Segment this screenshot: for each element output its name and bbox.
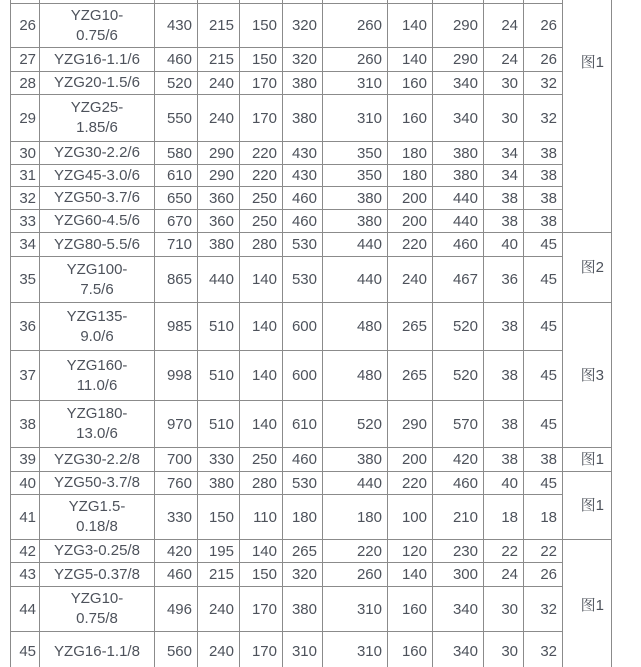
- value-cell: 38: [484, 448, 524, 472]
- value-cell: 240: [198, 95, 240, 142]
- value-cell: 430: [155, 4, 198, 48]
- value-cell: 300: [433, 563, 484, 587]
- value-cell: 140: [240, 257, 283, 303]
- value-cell: 30: [484, 587, 524, 632]
- value-cell: 40: [484, 233, 524, 257]
- model-cell: [40, 563, 155, 587]
- value-cell: 460: [283, 448, 323, 472]
- row-number-cell: 33: [10, 210, 40, 233]
- row-number-cell: 38: [10, 401, 40, 448]
- value-cell: 215: [198, 48, 240, 72]
- value-cell: 150: [240, 563, 283, 587]
- value-cell: 760: [155, 472, 198, 495]
- model-line: YZG25-: [70, 99, 124, 116]
- value-cell: 38: [524, 210, 563, 233]
- value-cell: 320: [283, 4, 323, 48]
- model-line: YZG3-0.25/8: [54, 542, 140, 559]
- value-cell: 32: [524, 632, 563, 667]
- value-cell: 496: [155, 587, 198, 632]
- value-cell: 520: [155, 72, 198, 95]
- spec-table: [10, 0, 612, 667]
- value-cell: 180: [283, 495, 323, 540]
- model-cell: [40, 48, 155, 72]
- model-line: 0.18/8: [76, 518, 118, 535]
- value-cell: 650: [155, 187, 198, 210]
- value-cell: 100: [388, 495, 433, 540]
- value-cell: 30: [484, 72, 524, 95]
- value-cell: 140: [240, 303, 283, 351]
- value-cell: 460: [433, 233, 484, 257]
- value-cell: 260: [323, 48, 388, 72]
- value-cell: 320: [283, 563, 323, 587]
- model-cell: [40, 303, 155, 351]
- value-cell: 110: [240, 495, 283, 540]
- model-line: YZG60-4.5/6: [54, 212, 140, 229]
- model-line: 9.0/6: [80, 327, 114, 345]
- value-cell: 240: [198, 587, 240, 632]
- row-number-cell: 42: [10, 540, 40, 563]
- figure-ref-cell: 图1: [563, 448, 612, 472]
- value-cell: 360: [198, 187, 240, 210]
- value-cell: 30: [484, 95, 524, 142]
- value-cell: 220: [323, 540, 388, 563]
- value-cell: 530: [283, 233, 323, 257]
- row-number-cell: 27: [10, 48, 40, 72]
- value-cell: 240: [198, 632, 240, 667]
- model-line: YZG180-: [66, 405, 128, 422]
- value-cell: 380: [198, 472, 240, 495]
- value-cell: 290: [388, 401, 433, 448]
- value-cell: 24: [484, 48, 524, 72]
- value-cell: 360: [198, 210, 240, 233]
- model-line: 0.75/8: [76, 610, 118, 627]
- value-cell: 380: [433, 165, 484, 187]
- value-cell: 180: [388, 142, 433, 165]
- value-cell: 280: [240, 472, 283, 495]
- model-line: YZG10-: [70, 590, 124, 607]
- model-cell: [40, 540, 155, 563]
- model-line: YZG1.5-: [68, 498, 126, 515]
- value-cell: 24: [484, 563, 524, 587]
- value-cell: 380: [323, 210, 388, 233]
- model-line: YZG5-0.37/8: [54, 565, 140, 583]
- value-cell: 520: [433, 351, 484, 401]
- value-cell: 250: [240, 448, 283, 472]
- model-cell: [40, 257, 155, 303]
- value-cell: 150: [240, 48, 283, 72]
- row-number-cell: 34: [10, 233, 40, 257]
- value-cell: 440: [323, 257, 388, 303]
- value-cell: 460: [283, 210, 323, 233]
- value-cell: 32: [524, 587, 563, 632]
- model-line: YZG80-5.5/6: [54, 235, 140, 253]
- value-cell: 140: [388, 48, 433, 72]
- value-cell: 250: [240, 210, 283, 233]
- value-cell: 240: [388, 257, 433, 303]
- row-number-cell: 31: [10, 165, 40, 187]
- value-cell: 195: [198, 540, 240, 563]
- value-cell: 120: [388, 540, 433, 563]
- value-cell: 38: [524, 165, 563, 187]
- value-cell: 440: [198, 257, 240, 303]
- model-line: YZG16-1.1/6: [54, 50, 140, 68]
- value-cell: 350: [323, 142, 388, 165]
- row-number-cell: 36: [10, 303, 40, 351]
- value-cell: 440: [433, 187, 484, 210]
- value-cell: 610: [283, 401, 323, 448]
- value-cell: 26: [524, 48, 563, 72]
- value-cell: 140: [388, 563, 433, 587]
- figure-ref-cell: 图3: [563, 303, 612, 448]
- value-cell: 320: [283, 48, 323, 72]
- value-cell: 670: [155, 210, 198, 233]
- model-cell: [40, 95, 155, 142]
- value-cell: 200: [388, 210, 433, 233]
- value-cell: 460: [155, 563, 198, 587]
- value-cell: 215: [198, 4, 240, 48]
- model-line: YZG100-: [66, 260, 128, 278]
- row-number-cell: 28: [10, 72, 40, 95]
- model-cell: [40, 187, 155, 210]
- model-line: YZG10-: [70, 6, 124, 24]
- value-cell: 38: [484, 303, 524, 351]
- value-cell: 985: [155, 303, 198, 351]
- value-cell: 260: [323, 563, 388, 587]
- value-cell: 265: [388, 351, 433, 401]
- figure-ref-cell: 图1: [563, 0, 612, 233]
- value-cell: 467: [433, 257, 484, 303]
- figure-ref-cell: 图1: [563, 540, 612, 667]
- value-cell: 310: [283, 632, 323, 667]
- value-cell: 330: [155, 495, 198, 540]
- row-number-cell: 30: [10, 142, 40, 165]
- value-cell: 340: [433, 72, 484, 95]
- value-cell: 30: [484, 632, 524, 667]
- value-cell: 290: [433, 48, 484, 72]
- model-line: 13.0/6: [76, 425, 118, 442]
- value-cell: 280: [240, 233, 283, 257]
- value-cell: 45: [524, 233, 563, 257]
- value-cell: 290: [198, 142, 240, 165]
- model-cell: [40, 72, 155, 95]
- value-cell: 310: [323, 95, 388, 142]
- figure-ref-cell: 图2: [563, 233, 612, 303]
- model-line: YZG160-: [66, 356, 128, 374]
- value-cell: 170: [240, 72, 283, 95]
- value-cell: 970: [155, 401, 198, 448]
- value-cell: 180: [323, 495, 388, 540]
- model-line: YZG50-3.7/8: [54, 474, 140, 491]
- value-cell: 420: [155, 540, 198, 563]
- model-line: YZG30-2.2/8: [54, 450, 140, 468]
- model-line: YZG45-3.0/6: [54, 166, 140, 184]
- value-cell: 200: [388, 448, 433, 472]
- value-cell: 160: [388, 95, 433, 142]
- value-cell: 40: [484, 472, 524, 495]
- value-cell: 430: [283, 142, 323, 165]
- value-cell: 510: [198, 351, 240, 401]
- value-cell: 340: [433, 587, 484, 632]
- value-cell: 865: [155, 257, 198, 303]
- model-line: YZG20-1.5/6: [54, 74, 140, 91]
- value-cell: 22: [524, 540, 563, 563]
- value-cell: 140: [240, 540, 283, 563]
- value-cell: 290: [198, 165, 240, 187]
- value-cell: 220: [240, 142, 283, 165]
- value-cell: 170: [240, 587, 283, 632]
- value-cell: 520: [433, 303, 484, 351]
- model-cell: [40, 142, 155, 165]
- value-cell: 290: [433, 4, 484, 48]
- value-cell: 200: [388, 187, 433, 210]
- value-cell: 480: [323, 351, 388, 401]
- value-cell: 38: [484, 210, 524, 233]
- row-number-cell: 29: [10, 95, 40, 142]
- value-cell: 180: [388, 165, 433, 187]
- value-cell: 310: [323, 72, 388, 95]
- model-cell: [40, 4, 155, 48]
- value-cell: 230: [433, 540, 484, 563]
- row-number-cell: 37: [10, 351, 40, 401]
- value-cell: 380: [283, 95, 323, 142]
- value-cell: 265: [283, 540, 323, 563]
- value-cell: 380: [283, 72, 323, 95]
- value-cell: 340: [433, 95, 484, 142]
- value-cell: 600: [283, 351, 323, 401]
- value-cell: 36: [484, 257, 524, 303]
- value-cell: 140: [240, 401, 283, 448]
- row-number-cell: 35: [10, 257, 40, 303]
- model-cell: [40, 632, 155, 667]
- value-cell: 18: [484, 495, 524, 540]
- value-cell: 480: [323, 303, 388, 351]
- value-cell: 250: [240, 187, 283, 210]
- value-cell: 350: [323, 165, 388, 187]
- value-cell: 150: [198, 495, 240, 540]
- value-cell: 18: [524, 495, 563, 540]
- model-line: 1.85/6: [76, 119, 118, 136]
- value-cell: 45: [524, 472, 563, 495]
- value-cell: 520: [323, 401, 388, 448]
- value-cell: 380: [323, 187, 388, 210]
- value-cell: 210: [433, 495, 484, 540]
- value-cell: 45: [524, 401, 563, 448]
- value-cell: 24: [484, 4, 524, 48]
- value-cell: 26: [524, 4, 563, 48]
- value-cell: 460: [283, 187, 323, 210]
- value-cell: 260: [323, 4, 388, 48]
- value-cell: 700: [155, 448, 198, 472]
- value-cell: 38: [484, 401, 524, 448]
- value-cell: 45: [524, 351, 563, 401]
- value-cell: 26: [524, 563, 563, 587]
- value-cell: 160: [388, 72, 433, 95]
- value-cell: 380: [323, 448, 388, 472]
- row-number-cell: 26: [10, 4, 40, 48]
- model-line: YZG30-2.2/6: [54, 144, 140, 161]
- value-cell: 380: [283, 587, 323, 632]
- value-cell: 440: [323, 472, 388, 495]
- row-number-cell: 43: [10, 563, 40, 587]
- value-cell: 22: [484, 540, 524, 563]
- value-cell: 610: [155, 165, 198, 187]
- model-line: 0.75/6: [76, 26, 118, 44]
- value-cell: 310: [323, 587, 388, 632]
- model-line: 7.5/6: [80, 280, 114, 298]
- value-cell: 420: [433, 448, 484, 472]
- value-cell: 998: [155, 351, 198, 401]
- row-number-cell: 41: [10, 495, 40, 540]
- value-cell: 150: [240, 4, 283, 48]
- value-cell: 38: [484, 187, 524, 210]
- model-line: YZG16-1.1/8: [54, 642, 140, 660]
- value-cell: 45: [524, 257, 563, 303]
- value-cell: 170: [240, 95, 283, 142]
- value-cell: 440: [433, 210, 484, 233]
- value-cell: 310: [323, 632, 388, 667]
- value-cell: 220: [388, 233, 433, 257]
- spec-table-viewport: [10, 0, 612, 667]
- value-cell: 45: [524, 303, 563, 351]
- value-cell: 440: [323, 233, 388, 257]
- value-cell: 570: [433, 401, 484, 448]
- value-cell: 240: [198, 72, 240, 95]
- value-cell: 340: [433, 632, 484, 667]
- value-cell: 530: [283, 472, 323, 495]
- value-cell: 550: [155, 95, 198, 142]
- value-cell: 160: [388, 587, 433, 632]
- row-number-cell: 32: [10, 187, 40, 210]
- model-line: 11.0/6: [76, 376, 118, 394]
- value-cell: 510: [198, 401, 240, 448]
- row-number-cell: 39: [10, 448, 40, 472]
- value-cell: 34: [484, 142, 524, 165]
- value-cell: 38: [524, 187, 563, 210]
- value-cell: 560: [155, 632, 198, 667]
- value-cell: 34: [484, 165, 524, 187]
- value-cell: 32: [524, 95, 563, 142]
- value-cell: 580: [155, 142, 198, 165]
- model-cell: [40, 472, 155, 495]
- model-cell: [40, 587, 155, 632]
- value-cell: 32: [524, 72, 563, 95]
- row-number-cell: 45: [10, 632, 40, 667]
- value-cell: 330: [198, 448, 240, 472]
- value-cell: 380: [198, 233, 240, 257]
- row-number-cell: 40: [10, 472, 40, 495]
- value-cell: 215: [198, 563, 240, 587]
- model-cell: [40, 165, 155, 187]
- model-line: YZG50-3.7/6: [54, 189, 140, 206]
- model-cell: [40, 351, 155, 401]
- value-cell: 160: [388, 632, 433, 667]
- model-cell: [40, 401, 155, 448]
- model-cell: [40, 233, 155, 257]
- value-cell: 600: [283, 303, 323, 351]
- value-cell: 265: [388, 303, 433, 351]
- model-line: YZG135-: [66, 307, 128, 325]
- value-cell: 430: [283, 165, 323, 187]
- value-cell: 140: [388, 4, 433, 48]
- value-cell: 38: [524, 142, 563, 165]
- value-cell: 510: [198, 303, 240, 351]
- value-cell: 220: [388, 472, 433, 495]
- value-cell: 460: [433, 472, 484, 495]
- value-cell: 460: [155, 48, 198, 72]
- value-cell: 140: [240, 351, 283, 401]
- model-cell: [40, 495, 155, 540]
- model-cell: [40, 210, 155, 233]
- value-cell: 380: [433, 142, 484, 165]
- value-cell: 220: [240, 165, 283, 187]
- value-cell: 710: [155, 233, 198, 257]
- value-cell: 530: [283, 257, 323, 303]
- figure-ref-cell: 图1: [563, 472, 612, 540]
- model-cell: [40, 448, 155, 472]
- value-cell: 38: [484, 351, 524, 401]
- value-cell: 170: [240, 632, 283, 667]
- value-cell: 38: [524, 448, 563, 472]
- row-number-cell: 44: [10, 587, 40, 632]
